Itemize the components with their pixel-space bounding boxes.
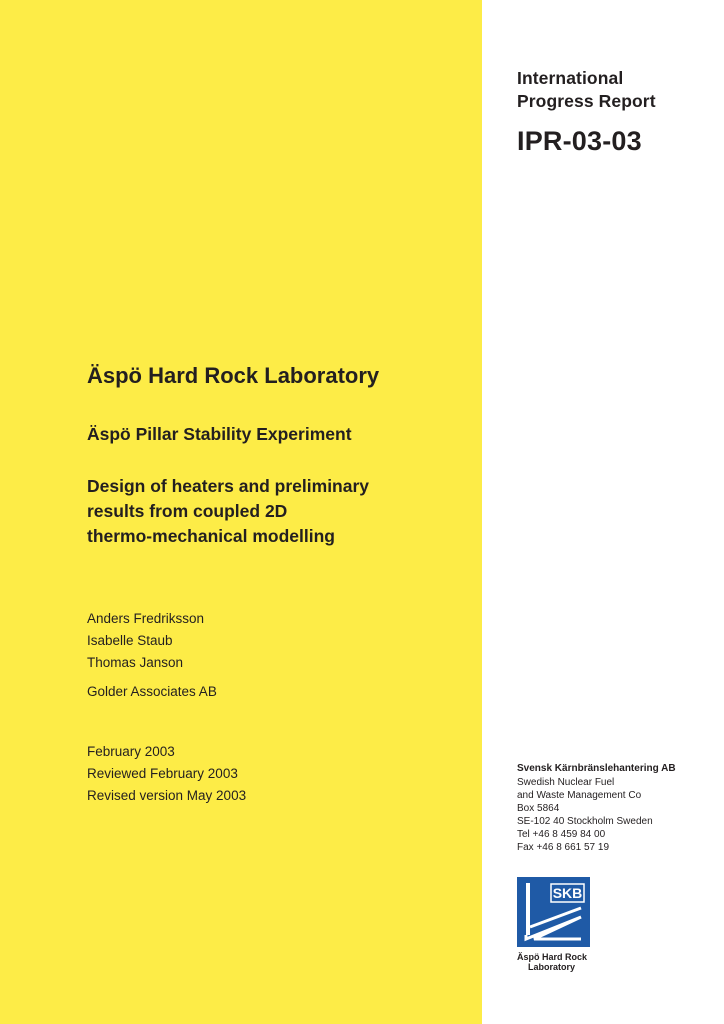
report-series-line2: Progress Report	[517, 91, 656, 111]
author-name: Anders Fredriksson	[87, 611, 205, 626]
report-date: Reviewed February 2003	[87, 766, 238, 781]
logo-caption	[517, 952, 607, 972]
author-name: Thomas Janson	[87, 655, 184, 670]
publisher-line: Swedish Nuclear Fuel	[517, 777, 615, 788]
publisher-line: Box 5864	[517, 803, 560, 814]
report-date: February 2003	[87, 744, 175, 759]
publisher-block	[517, 763, 717, 854]
report-title-line: thermo-mechanical modelling	[87, 526, 335, 546]
author-organisation: Golder Associates AB	[87, 684, 217, 699]
experiment-title: Äspö Pillar Stability Experiment	[87, 424, 352, 444]
skb-logo-text: SKB	[552, 885, 583, 901]
publisher-name: Svensk Kärnbränslehantering AB	[517, 763, 676, 774]
skb-logo-bar	[526, 883, 530, 935]
report-dates	[87, 741, 246, 807]
publisher-line: Fax +46 8 661 57 19	[517, 842, 610, 853]
logo-caption-line: Äspö Hard Rock	[517, 952, 588, 962]
publisher-line: SE-102 40 Stockholm Sweden	[517, 816, 653, 827]
report-series	[517, 67, 707, 113]
report-title-line: results from coupled 2D	[87, 501, 288, 521]
author-list	[87, 608, 204, 674]
skb-logo	[517, 877, 590, 947]
laboratory-title: Äspö Hard Rock Laboratory	[87, 363, 380, 388]
publisher-line: and Waste Management Co	[517, 790, 642, 801]
report-title	[87, 474, 467, 549]
report-date: Revised version May 2003	[87, 788, 247, 803]
author-name: Isabelle Staub	[87, 633, 173, 648]
report-title-line: Design of heaters and preliminary	[87, 476, 370, 496]
report-series-line1: International	[517, 68, 624, 88]
report-number: IPR-03-03	[517, 126, 642, 156]
logo-caption-line: Laboratory	[528, 962, 576, 972]
publisher-line: Tel +46 8 459 84 00	[517, 829, 606, 840]
